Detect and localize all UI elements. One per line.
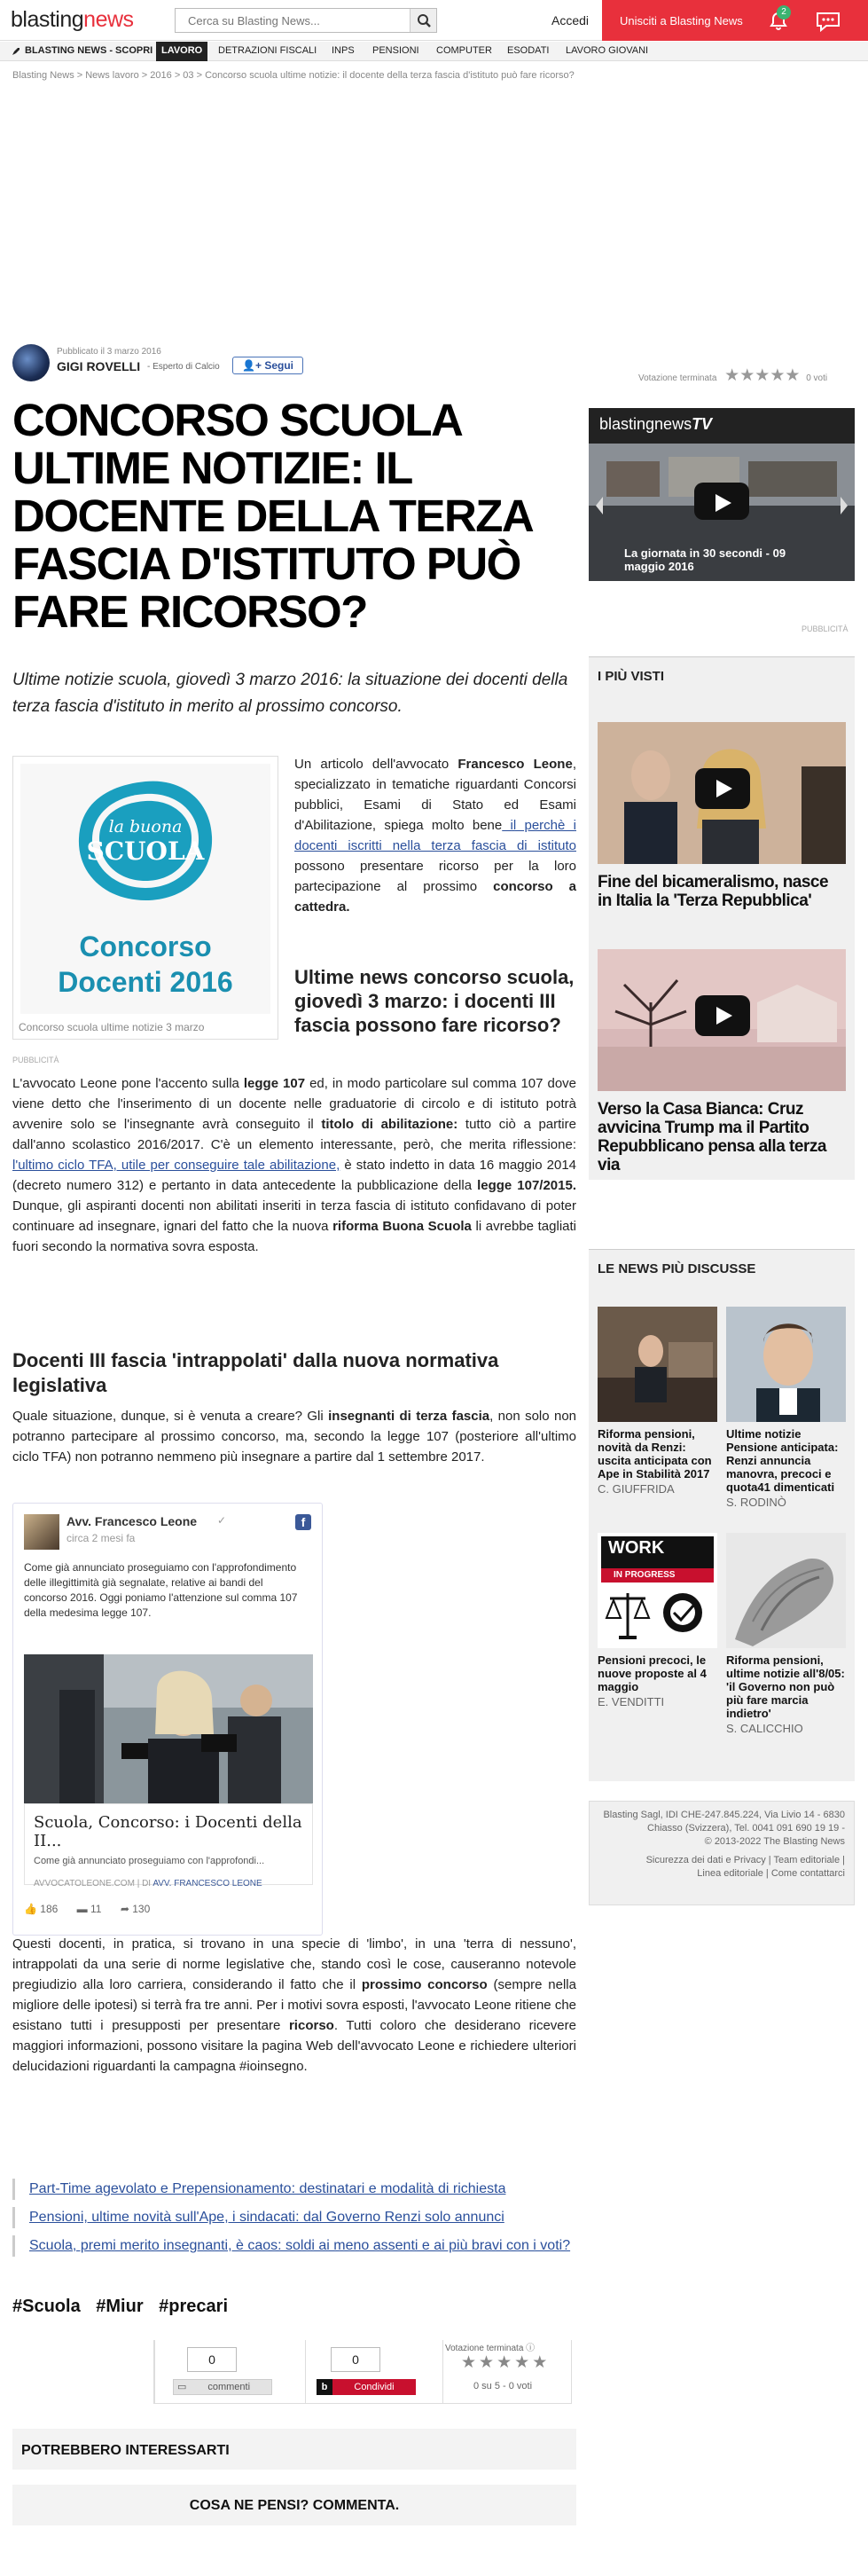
most-viewed-title: I PIÙ VISTI — [598, 669, 665, 684]
news-tile-2[interactable] — [726, 1307, 846, 1509]
article-image[interactable] — [12, 756, 278, 1040]
like-icon[interactable]: 👍 — [24, 1903, 37, 1915]
star-icon: ★ — [770, 366, 786, 385]
share-count: 130 — [132, 1903, 151, 1915]
news-thumb-2 — [726, 1307, 846, 1422]
follow-icon: 👤+ — [242, 359, 265, 372]
related-link[interactable]: Part-Time agevolato e Prepensionamento: destinatari e modalità di richiesta — [12, 2179, 580, 2200]
justice-scales-icon — [601, 1586, 714, 1645]
related-links — [12, 2179, 580, 2264]
ad-label: PUBBLICITÀ — [12, 1056, 59, 1064]
join-button-label: Unisciti a Blasting News — [620, 14, 743, 27]
renzi-image — [726, 1307, 846, 1422]
comments-count-box: 0 — [187, 2347, 237, 2372]
nav-item-lavoro[interactable]: LAVORO — [161, 45, 203, 56]
footer-links[interactable]: Linea editoriale | Come contattarci — [697, 1868, 845, 1879]
author-bar — [12, 344, 580, 383]
tag-link[interactable]: #precari — [159, 2297, 229, 2316]
logo-main-text: blasting — [11, 7, 84, 32]
nav-item-detrazioni[interactable]: DETRAZIONI FISCALI — [218, 45, 317, 56]
footer-links[interactable]: Sicurezza dei dati e Privacy | Team editoriale | — [645, 1855, 845, 1865]
fb-link-preview[interactable] — [24, 1803, 313, 1889]
play-icon[interactable] — [695, 995, 750, 1036]
nav-item-computer[interactable]: COMPUTER — [436, 45, 492, 56]
article-paragraph-3: Quale situazione, dunque, si è venuta a creare? Gli insegnanti di terza fascia, non solo non potranno partecipare al prossimo concorso, ma, secondo la legge 107 (posteriore all'ultimo ciclo TFA) non potranno nemmeno più insegnare a partire dal 1 settembre 2017. — [12, 1409, 577, 1465]
parliament-image — [598, 1307, 717, 1422]
share-icon[interactable]: ➦ — [120, 1903, 129, 1915]
image-canvas — [20, 764, 270, 1014]
share-vote-status: Votazione terminata ⓘ — [445, 2344, 536, 2353]
article-paragraph-4: Questi docenti, in pratica, si trovano in una specie di 'limbo', in una 'terra di nessuno', intrappolati da una serie di norme legislative che, stando così le cose, causeranno notevole pregiudizio alla loro carriera, considerando il fatto che il prossimo concorso (sempre nella migliore delle ipotesi) si terrà fra tre anni. Per i motivi sovra esposti, l'avvocato Leone ritiene che esistano tutti i presupposti per presentare ricorso. Tutti coloro che desiderano ricevere maggiori informazioni, possono visitare la pagina Web dell'avvocato Leone e richiedere ulteriori delucidazioni riguardanti la campagna #ioinsegno. — [12, 1936, 576, 2074]
news-title: Ultime notizie Pensione anticipata: Renzi annuncia manovra, precoci e quota41 dimenticati — [726, 1427, 839, 1494]
article-link-terza-fascia[interactable]: il perchè i docenti iscritti nella terza fascia di istituto — [294, 818, 576, 853]
author-role: - Esperto di Calcio — [147, 362, 220, 372]
fb-time: circa 2 mesi fa — [66, 1532, 136, 1544]
facebook-embed — [12, 1503, 323, 1936]
news-thumb-4 — [726, 1533, 846, 1648]
verified-icon: ✓ — [217, 1514, 227, 1527]
star-icon: ★ — [514, 2353, 533, 2372]
work-label: WORK — [601, 1536, 714, 1568]
news-author: C. GIUFFRIDA — [598, 1482, 675, 1496]
related-link[interactable]: Pensioni, ultime novità sull'Ape, i sindacati: dal Governo Renzi solo annunci — [12, 2207, 580, 2228]
page-title: CONCORSO SCUOLA ULTIME NOTIZIE: IL DOCENTE DELLA TERZA FASCIA D'ISTITUTO PUÒ FARE RICORSO? — [12, 395, 532, 637]
star-icon: ★ — [479, 2353, 497, 2372]
rating-top — [638, 365, 827, 386]
nav-item-esodati[interactable]: ESODATI — [507, 45, 550, 56]
notification-badge: 2 — [777, 5, 791, 20]
news-author: S. CALICCHIO — [726, 1722, 803, 1735]
share-vote-summary: 0 su 5 - 0 voti — [473, 2381, 533, 2391]
share-rating-stars[interactable] — [461, 2352, 550, 2373]
info-icon: ⓘ — [526, 2344, 536, 2353]
article-paragraph-1: Un articolo dell'avvocato Francesco Leone, specializzato in tematiche riguardanti Concorsi pubblici, Esami di Stato ed Esami d'Abilitazione, spiega molto bene il perchè i docenti iscritti nella terza fascia di istituto possono presentare ricorso per la loro partecipazione al prossimo concorso a cattedra. — [294, 757, 576, 915]
star-icon: ★ — [755, 366, 770, 385]
avatar[interactable] — [12, 344, 50, 381]
category-nav — [0, 42, 868, 61]
author-name[interactable]: GIGI ROVELLI — [57, 359, 141, 373]
press-conference-image — [24, 1654, 313, 1803]
news-title: Riforma pensioni, ultime notizie all'8/05: 'il Governo non può più fare marcia indietro' — [726, 1653, 845, 1720]
fb-link-image[interactable] — [24, 1654, 313, 1803]
article-paragraph-2: L'avvocato Leone pone l'accento sulla legge 107 ed, in modo particolare sul comma 107 dove viene detto che l'inserimento di un docente nelle graduatorie di circolo e di istituto potrà avvenire solo se l'insegnante avrà conseguito il titolo di abilitazione: tutto ciò a partire dall'anno scolastico 2016/2017. C'è un elemento interessante, però, che merita riflessione: l'ultimo ciclo TFA, utile per conseguire tale abilitazione, è stato indetto in data 16 maggio 2014 (decreto numero 312) e pertanto in data antecedente la pubblicazione della legge 107/2015. Dunque, gli aspiranti docenti non abilitati inseriti in terza fascia di istituto confidavano di poter continuare ad insegnare, ignari del fatto che la nuova riforma Buona Scuola li avrebbe tagliati fuori secondo la normativa sovra esposta. — [12, 1076, 577, 1254]
most-discussed-title: LE NEWS PIÙ DISCUSSE — [598, 1261, 756, 1276]
comment-count: 11 — [90, 1903, 102, 1915]
image-logo-line1: la buona — [108, 817, 183, 836]
most-viewed-box — [589, 656, 855, 1180]
tv-logo: blastingnewsTV — [599, 415, 713, 433]
share-button[interactable]: b Condividi — [317, 2379, 416, 2395]
logo[interactable] — [11, 7, 134, 33]
news-title: Pensioni precoci, le nuove proposte al 4 maggio — [598, 1653, 707, 1693]
section-heading-1: Ultime news concorso scuola, giovedì 3 marzo: i docenti III fascia possono fare ricorso? — [294, 966, 575, 1036]
search-icon — [411, 9, 437, 32]
nav-item-pensioni[interactable]: PENSIONI — [372, 45, 419, 56]
rocket-icon — [11, 46, 21, 57]
fb-reactions — [24, 1903, 150, 1915]
star-icon: ★ — [532, 2353, 551, 2372]
may-interest-heading: POTREBBERO INTERESSARTI — [12, 2429, 576, 2470]
login-link[interactable]: Accedi — [551, 13, 590, 27]
tag-link[interactable]: #Scuola — [12, 2297, 81, 2316]
fb-link-source: AVVOCATOLEONE.COM | DI AVV. FRANCESCO LEONE — [34, 1879, 262, 1889]
most-discussed-box — [589, 1249, 855, 1781]
chat-icon[interactable] — [815, 11, 841, 32]
related-link[interactable]: Scuola, premi merito insegnanti, è caos: soldi ai meno assenti e ai più bravi con i voti? — [12, 2235, 580, 2257]
image-title-line1: Concorso — [79, 931, 212, 962]
video-title-2[interactable]: Verso la Casa Bianca: Cruz avvicina Trump ma il Partito Repubblicano pensa alla terza via — [598, 1100, 826, 1174]
in-progress-label: IN PROGRESS — [601, 1568, 714, 1583]
follow-label: Segui — [264, 359, 293, 372]
like-count: 186 — [40, 1903, 59, 1915]
share-box — [153, 2340, 572, 2404]
star-icon: ★ — [497, 2353, 515, 2372]
video-thumbnail-2[interactable] — [598, 949, 846, 1091]
image-logo-line2: SCUOLA — [86, 836, 205, 866]
share-count-box: 0 — [331, 2347, 380, 2372]
video-title-1[interactable]: Fine del bicameralismo, nasce in Italia la 'Terza Repubblica' — [598, 873, 829, 910]
publish-date: Pubblicato il 3 marzo 2016 — [57, 347, 161, 357]
tag-list — [12, 2297, 228, 2317]
star-icon: ★ — [785, 366, 801, 385]
logo-accent-text: news — [83, 7, 134, 32]
rating-stars — [724, 366, 801, 385]
company-info: Blasting Sagl, IDI CHE-247.845.224, Via Livio 14 - 6830 Chiasso (Svizzera), Tel. 0041 091 690 19 19 - — [603, 1810, 845, 1834]
search-button[interactable] — [410, 9, 436, 32]
news-thumb-3 — [598, 1533, 717, 1648]
comment-bubble-icon: ▭ — [177, 2382, 187, 2392]
nav-item-lavoro-giovani[interactable]: LAVORO GIOVANI — [566, 45, 649, 56]
news-tile-4[interactable] — [726, 1533, 846, 1735]
article-link-tfa[interactable]: l'ultimo ciclo TFA, utile per conseguire tale abilitazione, — [12, 1158, 340, 1173]
image-caption: Concorso scuola ultime notizie 3 marzo — [19, 1021, 205, 1033]
join-button[interactable] — [602, 0, 868, 41]
play-icon[interactable] — [695, 768, 750, 809]
star-icon: ★ — [739, 366, 755, 385]
tv-video-player[interactable] — [589, 408, 855, 581]
comment-icon[interactable]: ▬ — [76, 1903, 88, 1915]
fb-avatar[interactable] — [24, 1514, 59, 1550]
image-title-line2: Docenti 2016 — [58, 966, 233, 998]
section-heading-2: Docenti III fascia 'intrappolati' dalla nuova normativa legislativa — [12, 1349, 499, 1396]
sidebar-footer — [589, 1801, 855, 1905]
copyright: © 2013-2022 The Blasting News — [704, 1836, 845, 1847]
fb-link-title: Scuola, Concorso: i Docenti della II... — [34, 1813, 302, 1850]
breadcrumb[interactable]: Blasting News > News lavoro > 2016 > 03 > Concorso scuola ultime notizie: il docente della terza fascia d'istituto può fare ricorso? — [12, 70, 575, 81]
news-title: Riforma pensioni, novità da Renzi: uscita anticipata con Ape in Stabilità 2017 — [598, 1427, 712, 1480]
star-icon: ★ — [461, 2353, 480, 2372]
search-input[interactable] — [176, 9, 397, 32]
news-tile-3[interactable] — [598, 1533, 717, 1708]
news-tile-1[interactable] — [598, 1307, 717, 1496]
elderly-hands-image — [726, 1533, 846, 1648]
news-author: E. VENDITTI — [598, 1695, 665, 1708]
follow-button[interactable] — [232, 357, 303, 374]
play-icon[interactable] — [694, 483, 749, 520]
comments-button[interactable]: ▭ commenti — [173, 2379, 272, 2395]
video-thumbnail-1[interactable] — [598, 722, 846, 864]
share-logo-icon: b — [317, 2379, 332, 2395]
nav-item-inps[interactable]: INPS — [332, 45, 355, 56]
news-author: S. RODINÒ — [726, 1496, 786, 1509]
comment-cta[interactable]: COSA NE PENSI? COMMENTA. — [12, 2485, 576, 2525]
fb-link-desc: Come già annunciato proseguiamo con l'approfondi... — [34, 1856, 265, 1866]
tag-link[interactable]: #Miur — [96, 2297, 144, 2316]
facebook-icon[interactable]: f — [295, 1514, 311, 1530]
search-box — [175, 8, 437, 33]
news-thumb-1 — [598, 1307, 717, 1422]
tv-caption: La giornata in 30 secondi - 09 maggio 2016 — [624, 546, 786, 573]
fb-author[interactable]: Avv. Francesco Leone — [66, 1514, 198, 1528]
ad-label: PUBBLICITÀ — [802, 624, 848, 633]
vote-count: 0 voti — [806, 373, 828, 383]
nav-item-scopri[interactable]: BLASTING NEWS - SCOPRI — [25, 45, 153, 56]
top-header — [0, 0, 868, 41]
star-icon: ★ — [724, 366, 740, 385]
article-subtitle: Ultime notizie scuola, giovedì 3 marzo 2016: la situazione dei docenti della terza fascia d'istituto in merito al prossimo concorso. — [12, 671, 568, 716]
vote-status: Votazione terminata — [638, 373, 717, 383]
fb-text: Come già annunciato proseguiamo con l'approfondimento delle illegittimità già segnalate, relative ai bandi del concorso 2016. Oggi poniamo l'attenzione sul comma 107 della medesima legge 107. — [24, 1561, 298, 1619]
